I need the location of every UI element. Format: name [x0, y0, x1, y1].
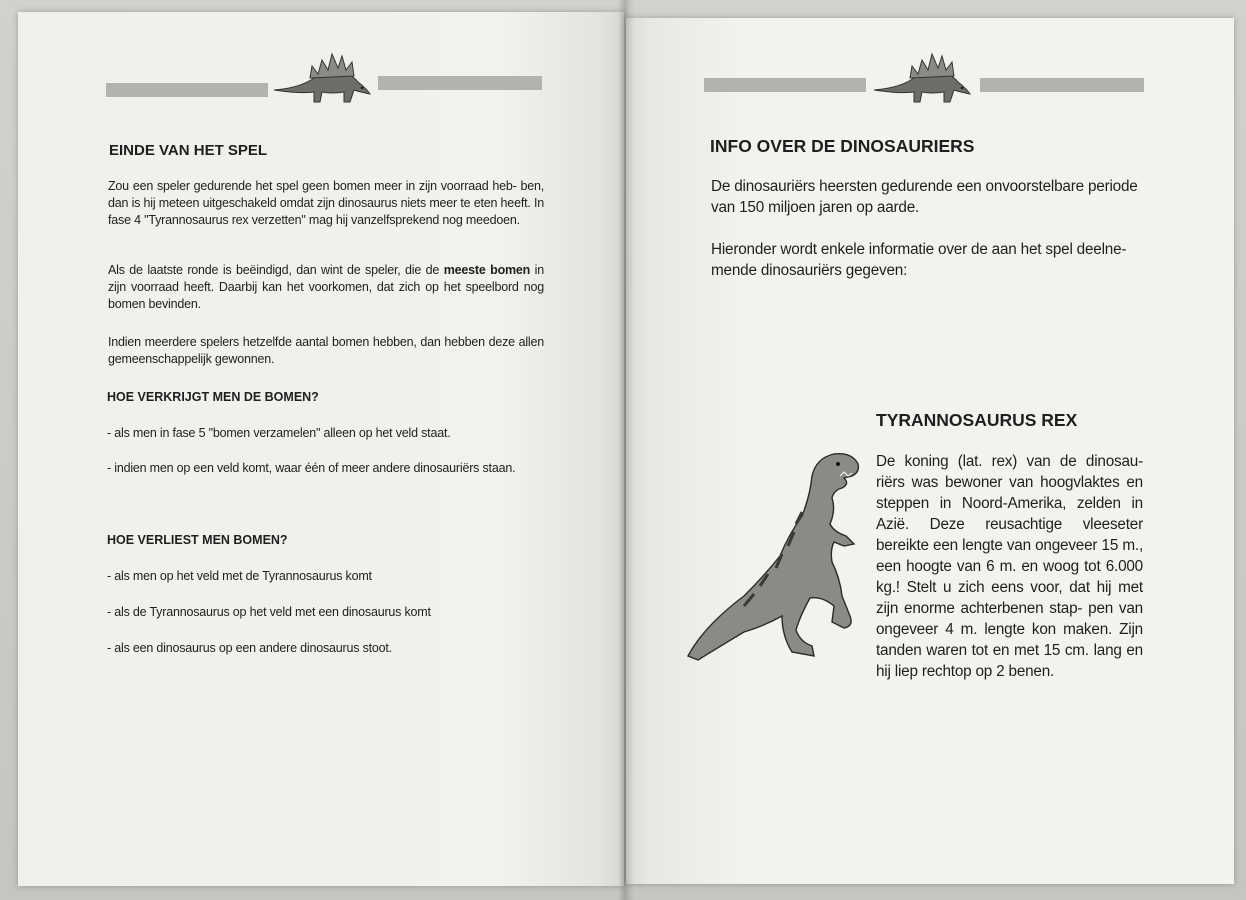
- left-page: [18, 12, 624, 886]
- header-bar-right: [378, 76, 542, 90]
- paragraph-winnaar-end: in zijn voorraad heeft. Daarbij kan het voorkomen, dat zich op het speelbord nog bomen bevinden.: [108, 263, 544, 312]
- trex-description: De koning (lat. rex) van de dinosau- riërs was bewoner van hoogvlaktes en steppen in Noord-Amerika, zelden in Azië. Deze reusachtige vleeseter bereikte een lengte van ongeveer 15 m., een hoogte van 6 m. en woog tot 6.000 kg.! Stelt u zich eens voor, dat hij met zijn enorme achterbenen stap- pen van ongeveer 4 m. lengte kon maken. Zijn tanden waren tot en met 15 cm. lang en hij liep rechtop op 2 benen.: [876, 453, 1143, 680]
- lose-item-3: - als een dinosaurus op een andere dinosaurus stoot.: [107, 641, 392, 655]
- header-bar-right: [980, 78, 1144, 92]
- stegosaurus-icon: [870, 38, 974, 106]
- subheading-verliezen: HOE VERLIEST MEN BOMEN?: [107, 533, 288, 547]
- subheading-verkrijgen: HOE VERKRIJGT MEN DE BOMEN?: [107, 390, 319, 404]
- intro-paragraph-2: Hieronder wordt enkele informatie over de aan het spel deelne- mende dinosauriërs gegeven:: [711, 241, 1127, 279]
- paragraph-winnaar: [108, 262, 544, 314]
- book-spine: [618, 0, 634, 900]
- paragraph-uitgeschakeld: Zou een speler gedurende het spel geen bomen meer in zijn voorraad heb- ben, dan is hij meteen uitgeschakeld omdat zijn dinosaurus niets meer te eten heeft. In fase 4 "Tyrannosaurus rex verzetten" mag hij vanzelfsprekend nog meedoen.: [108, 179, 544, 228]
- header-bar-left: [106, 83, 268, 97]
- header-bar-left: [704, 78, 866, 92]
- meeste-bomen-emphasis: meeste bomen: [443, 263, 531, 277]
- page-heading-info: INFO OVER DE DINOSAURIERS: [710, 136, 975, 156]
- tyrannosaurus-illustration: [684, 446, 864, 668]
- lose-item-2: - als de Tyrannosaurus op het veld met een dinosaurus komt: [107, 605, 431, 619]
- lose-item-1: - als men op het veld met de Tyrannosaurus komt: [107, 569, 372, 583]
- right-page: [626, 18, 1234, 884]
- paragraph-winnaar-start: Als de laatste ronde is beëindigd, dan wint de speler, die de: [108, 263, 444, 277]
- paragraph-gelijkspel: Indien meerdere spelers hetzelfde aantal bomen hebben, dan hebben deze allen gemeenschappelijk gewonnen.: [108, 335, 544, 367]
- trex-heading: TYRANNOSAURUS REX: [876, 410, 1078, 430]
- gain-item-2: - indien men op een veld komt, waar één of meer andere dinosauriërs staan.: [107, 461, 516, 475]
- stegosaurus-icon: [270, 38, 374, 106]
- page-heading-einde: EINDE VAN HET SPEL: [109, 142, 268, 159]
- intro-paragraph-1: De dinosauriërs heersten gedurende een onvoorstelbare periode van 150 miljoen jaren op aarde.: [711, 178, 1138, 216]
- gain-item-1: - als men in fase 5 "bomen verzamelen" alleen op het veld staat.: [107, 426, 451, 440]
